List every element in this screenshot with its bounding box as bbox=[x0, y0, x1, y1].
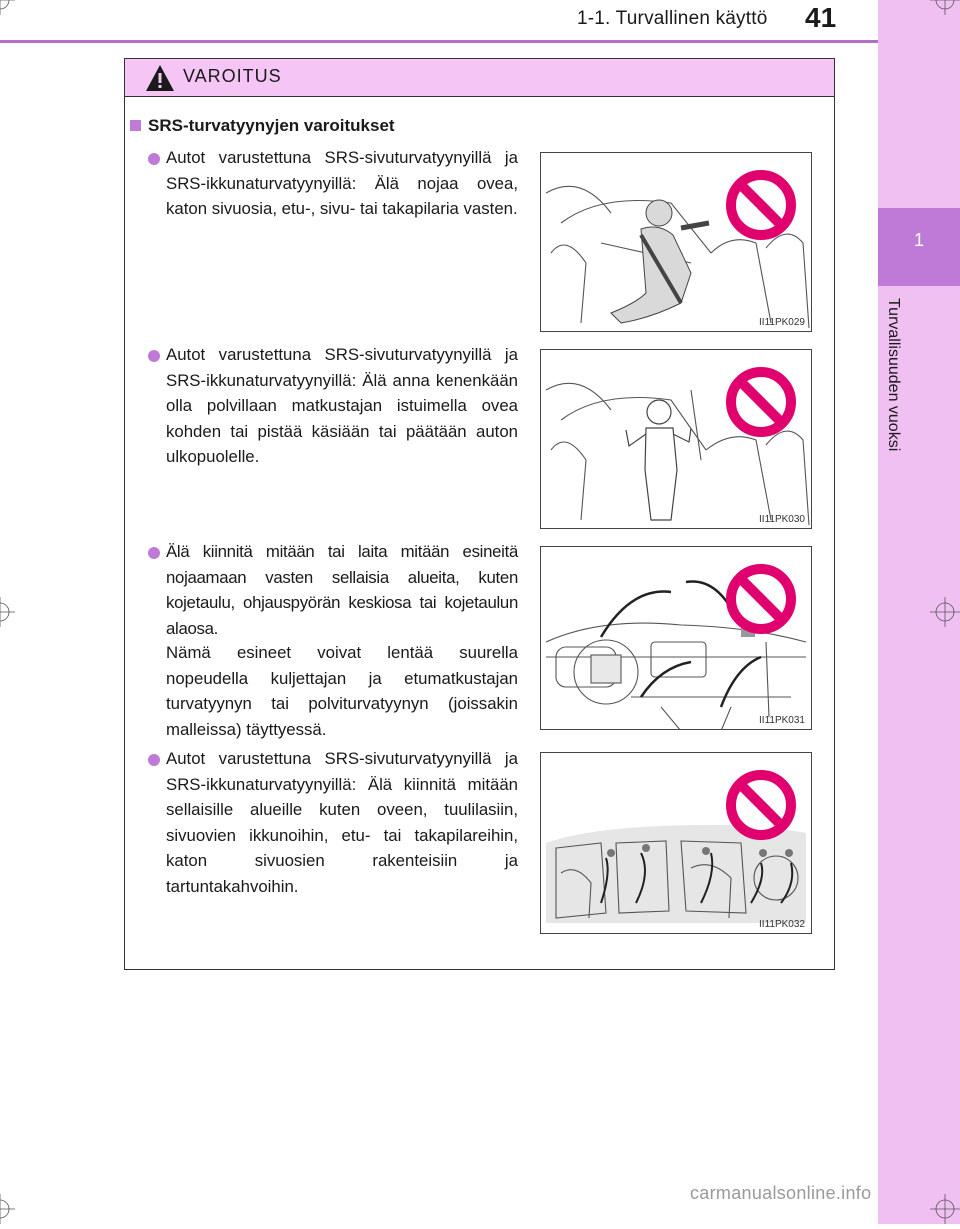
illustration-kneeling-seat bbox=[540, 349, 812, 529]
section-header-title: 1-1. Turvallinen käyttö bbox=[577, 8, 768, 29]
warning-item-text: Autot varustettuna SRS-sivuturvatyynyillä ja SRS-ikkunaturvatyynyillä: Älä nojaa ovea, katon sivuosia, etu-, sivu- tai takapilaria vasten. bbox=[166, 148, 518, 218]
crop-mark-icon bbox=[930, 0, 960, 15]
warning-item-note: Nämä esineet voivat lentää suurella nopeudella kuljettajan ja etumatkustajan turvatyynyn tai polviturvatyynyn (joissakin malleissa) täyttyessä. bbox=[166, 643, 518, 739]
figure-code: II11PK030 bbox=[759, 514, 805, 525]
figure-code: II11PK029 bbox=[759, 317, 805, 328]
round-bullet-icon bbox=[148, 153, 160, 165]
figure-code: II11PK032 bbox=[759, 919, 805, 930]
square-bullet-icon bbox=[130, 120, 141, 131]
header-rule bbox=[0, 40, 878, 43]
illustration-attached-objects bbox=[540, 752, 812, 934]
prohibition-icon bbox=[725, 366, 797, 438]
warning-triangle-icon bbox=[145, 64, 175, 92]
round-bullet-icon bbox=[148, 350, 160, 362]
prohibition-icon bbox=[725, 769, 797, 841]
chapter-tab bbox=[878, 208, 960, 286]
warning-item-text: Autot varustettuna SRS-sivuturvatyynyillä ja SRS-ikkunaturvatyynyillä: Älä kiinnitä mitään sellaisille alueille kuten oveen, tuulilasiin, sivuovien ikkunoihin, etu- tai takapilareihin, katon sivuosien rakenteisiin ja tartuntakahvoihin. bbox=[166, 749, 518, 896]
section-heading-text: SRS-turvatyynyjen varoitukset bbox=[148, 116, 395, 135]
crop-mark-icon bbox=[0, 1194, 15, 1224]
chapter-number: 1 bbox=[913, 230, 924, 250]
crop-mark-icon bbox=[930, 597, 960, 627]
round-bullet-icon bbox=[148, 754, 160, 766]
watermark: carmanualsonline.info bbox=[690, 1183, 872, 1203]
crop-mark-icon bbox=[0, 0, 15, 15]
crop-mark-icon bbox=[930, 1194, 960, 1224]
figure-code: II11PK031 bbox=[759, 715, 805, 726]
prohibition-icon bbox=[725, 563, 797, 635]
warning-item-text: Älä kiinnitä mitään tai laita mitään esineitä nojaamaan vasten sellaisia alueita, kuten kojetaulu, ohjauspyörän keskiosa tai kojetaulun alaosa. bbox=[166, 542, 518, 638]
warning-header bbox=[125, 59, 834, 97]
chapter-title-text: Turvallisuuden vuoksi bbox=[885, 298, 902, 452]
crop-mark-icon bbox=[0, 597, 15, 627]
warning-item-text: Autot varustettuna SRS-sivuturvatyynyillä ja SRS-ikkunaturvatyynyillä: Älä anna kenenkään olla polvillaan matkustajan istuimella ovea kohden tai pistää käsiään tai päätään auton ulkopuolelle. bbox=[166, 345, 518, 466]
illustration-dashboard-objects bbox=[540, 546, 812, 730]
warning-title: VAROITUS bbox=[183, 66, 282, 86]
chapter-title bbox=[884, 298, 924, 498]
illustration-leaning-door bbox=[540, 152, 812, 332]
page-number: 41 bbox=[805, 2, 837, 33]
prohibition-icon bbox=[725, 169, 797, 241]
section-heading bbox=[130, 116, 395, 136]
round-bullet-icon bbox=[148, 547, 160, 559]
